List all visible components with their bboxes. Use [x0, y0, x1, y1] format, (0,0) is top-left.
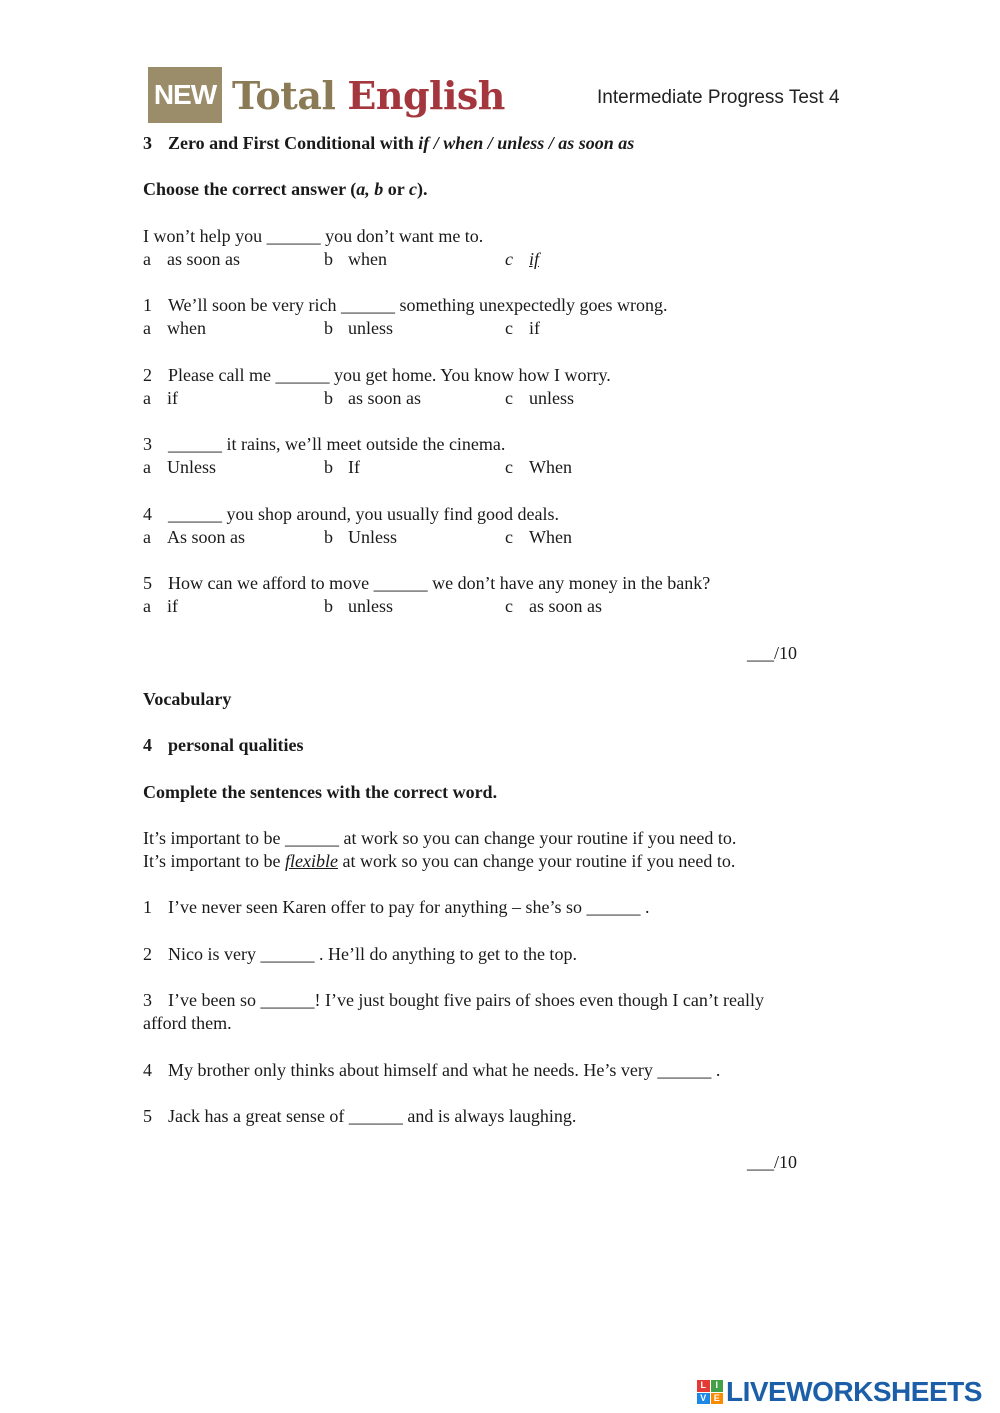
vocabulary-section-title: 4 personal qualities — [143, 735, 304, 755]
grammar-question: 5 How can we afford to move ______ we don’t have any money in the bank? — [143, 573, 711, 593]
option-c[interactable]: c unless — [505, 388, 574, 408]
example-option-a: a as soon as — [143, 249, 240, 269]
option-c[interactable]: c When — [505, 527, 572, 547]
grammar-question: 3 ______ it rains, we’ll meet outside the cinema. — [143, 434, 506, 454]
option-b[interactable]: b If — [324, 457, 360, 477]
vocabulary-question: 2 Nico is very ______ . He’ll do anything to get to the top. — [143, 944, 577, 964]
liveworksheets-text: LIVEWORKSHEETS — [726, 1376, 982, 1407]
grammar-question: 1 We’ll soon be very rich ______ something unexpectedly goes wrong. — [143, 295, 668, 315]
option-a[interactable]: a when — [143, 318, 206, 338]
vocabulary-question: 3 I’ve been so ______! I’ve just bought five pairs of shoes even though I can’t really — [143, 990, 765, 1010]
option-b[interactable]: b Unless — [324, 527, 397, 547]
grammar-instruction: Choose the correct answer (a, b or c). — [143, 179, 428, 199]
page-title: Intermediate Progress Test 4 — [597, 87, 840, 108]
grammar-question: 2 Please call me ______ you get home. You know how I worry. — [143, 365, 611, 385]
grammar-section-title: 3 Zero and First Conditional with if / when / unless / as soon as — [143, 133, 635, 153]
example-option-b: b when — [324, 249, 387, 269]
logo-new-badge: NEW — [148, 67, 222, 123]
vocabulary-question: 5 Jack has a great sense of ______ and is always laughing. — [143, 1106, 577, 1126]
example-option-c-answer: c if — [505, 249, 540, 269]
vocabulary-question-continuation: afford them. — [143, 1013, 232, 1033]
vocabulary-example-answer: It’s important to be flexible at work so you can change your routine if you need to. — [143, 851, 736, 871]
option-a[interactable]: a if — [143, 388, 178, 408]
vocabulary-question: 1 I’ve never seen Karen offer to pay for anything – she’s so ______ . — [143, 897, 650, 917]
option-c[interactable]: c if — [505, 318, 540, 338]
vocabulary-heading: Vocabulary — [143, 689, 232, 709]
option-a[interactable]: a As soon as — [143, 527, 246, 547]
grammar-score: ___/10 — [747, 643, 798, 663]
option-b[interactable]: b unless — [324, 318, 393, 338]
example-answer-word: flexible — [284, 851, 338, 871]
option-b[interactable]: b as soon as — [324, 388, 421, 408]
liveworksheets-logo — [697, 1377, 982, 1407]
option-a[interactable]: a Unless — [143, 457, 216, 477]
vocabulary-instruction: Complete the sentences with the correct word. — [143, 782, 498, 802]
vocabulary-score: ___/10 — [747, 1152, 798, 1172]
grammar-question: 4 ______ you shop around, you usually find good deals. — [143, 504, 559, 524]
option-c[interactable]: c as soon as — [505, 596, 602, 616]
vocabulary-example-gap: It’s important to be ______ at work so you can change your routine if you need to. — [143, 828, 737, 848]
option-a[interactable]: a if — [143, 596, 178, 616]
option-c[interactable]: c When — [505, 457, 572, 477]
example-sentence: I won’t help you ______ you don’t want me to. — [143, 226, 484, 246]
new-total-english-logo — [148, 67, 505, 123]
option-b[interactable]: b unless — [324, 596, 393, 616]
vocabulary-question: 4 My brother only thinks about himself and what he needs. He’s very ______ . — [143, 1060, 721, 1080]
liveworksheets-badge-icon: L I V E — [697, 1380, 723, 1404]
logo-total-text: Total — [232, 72, 336, 118]
logo-english-text: English — [347, 72, 505, 118]
